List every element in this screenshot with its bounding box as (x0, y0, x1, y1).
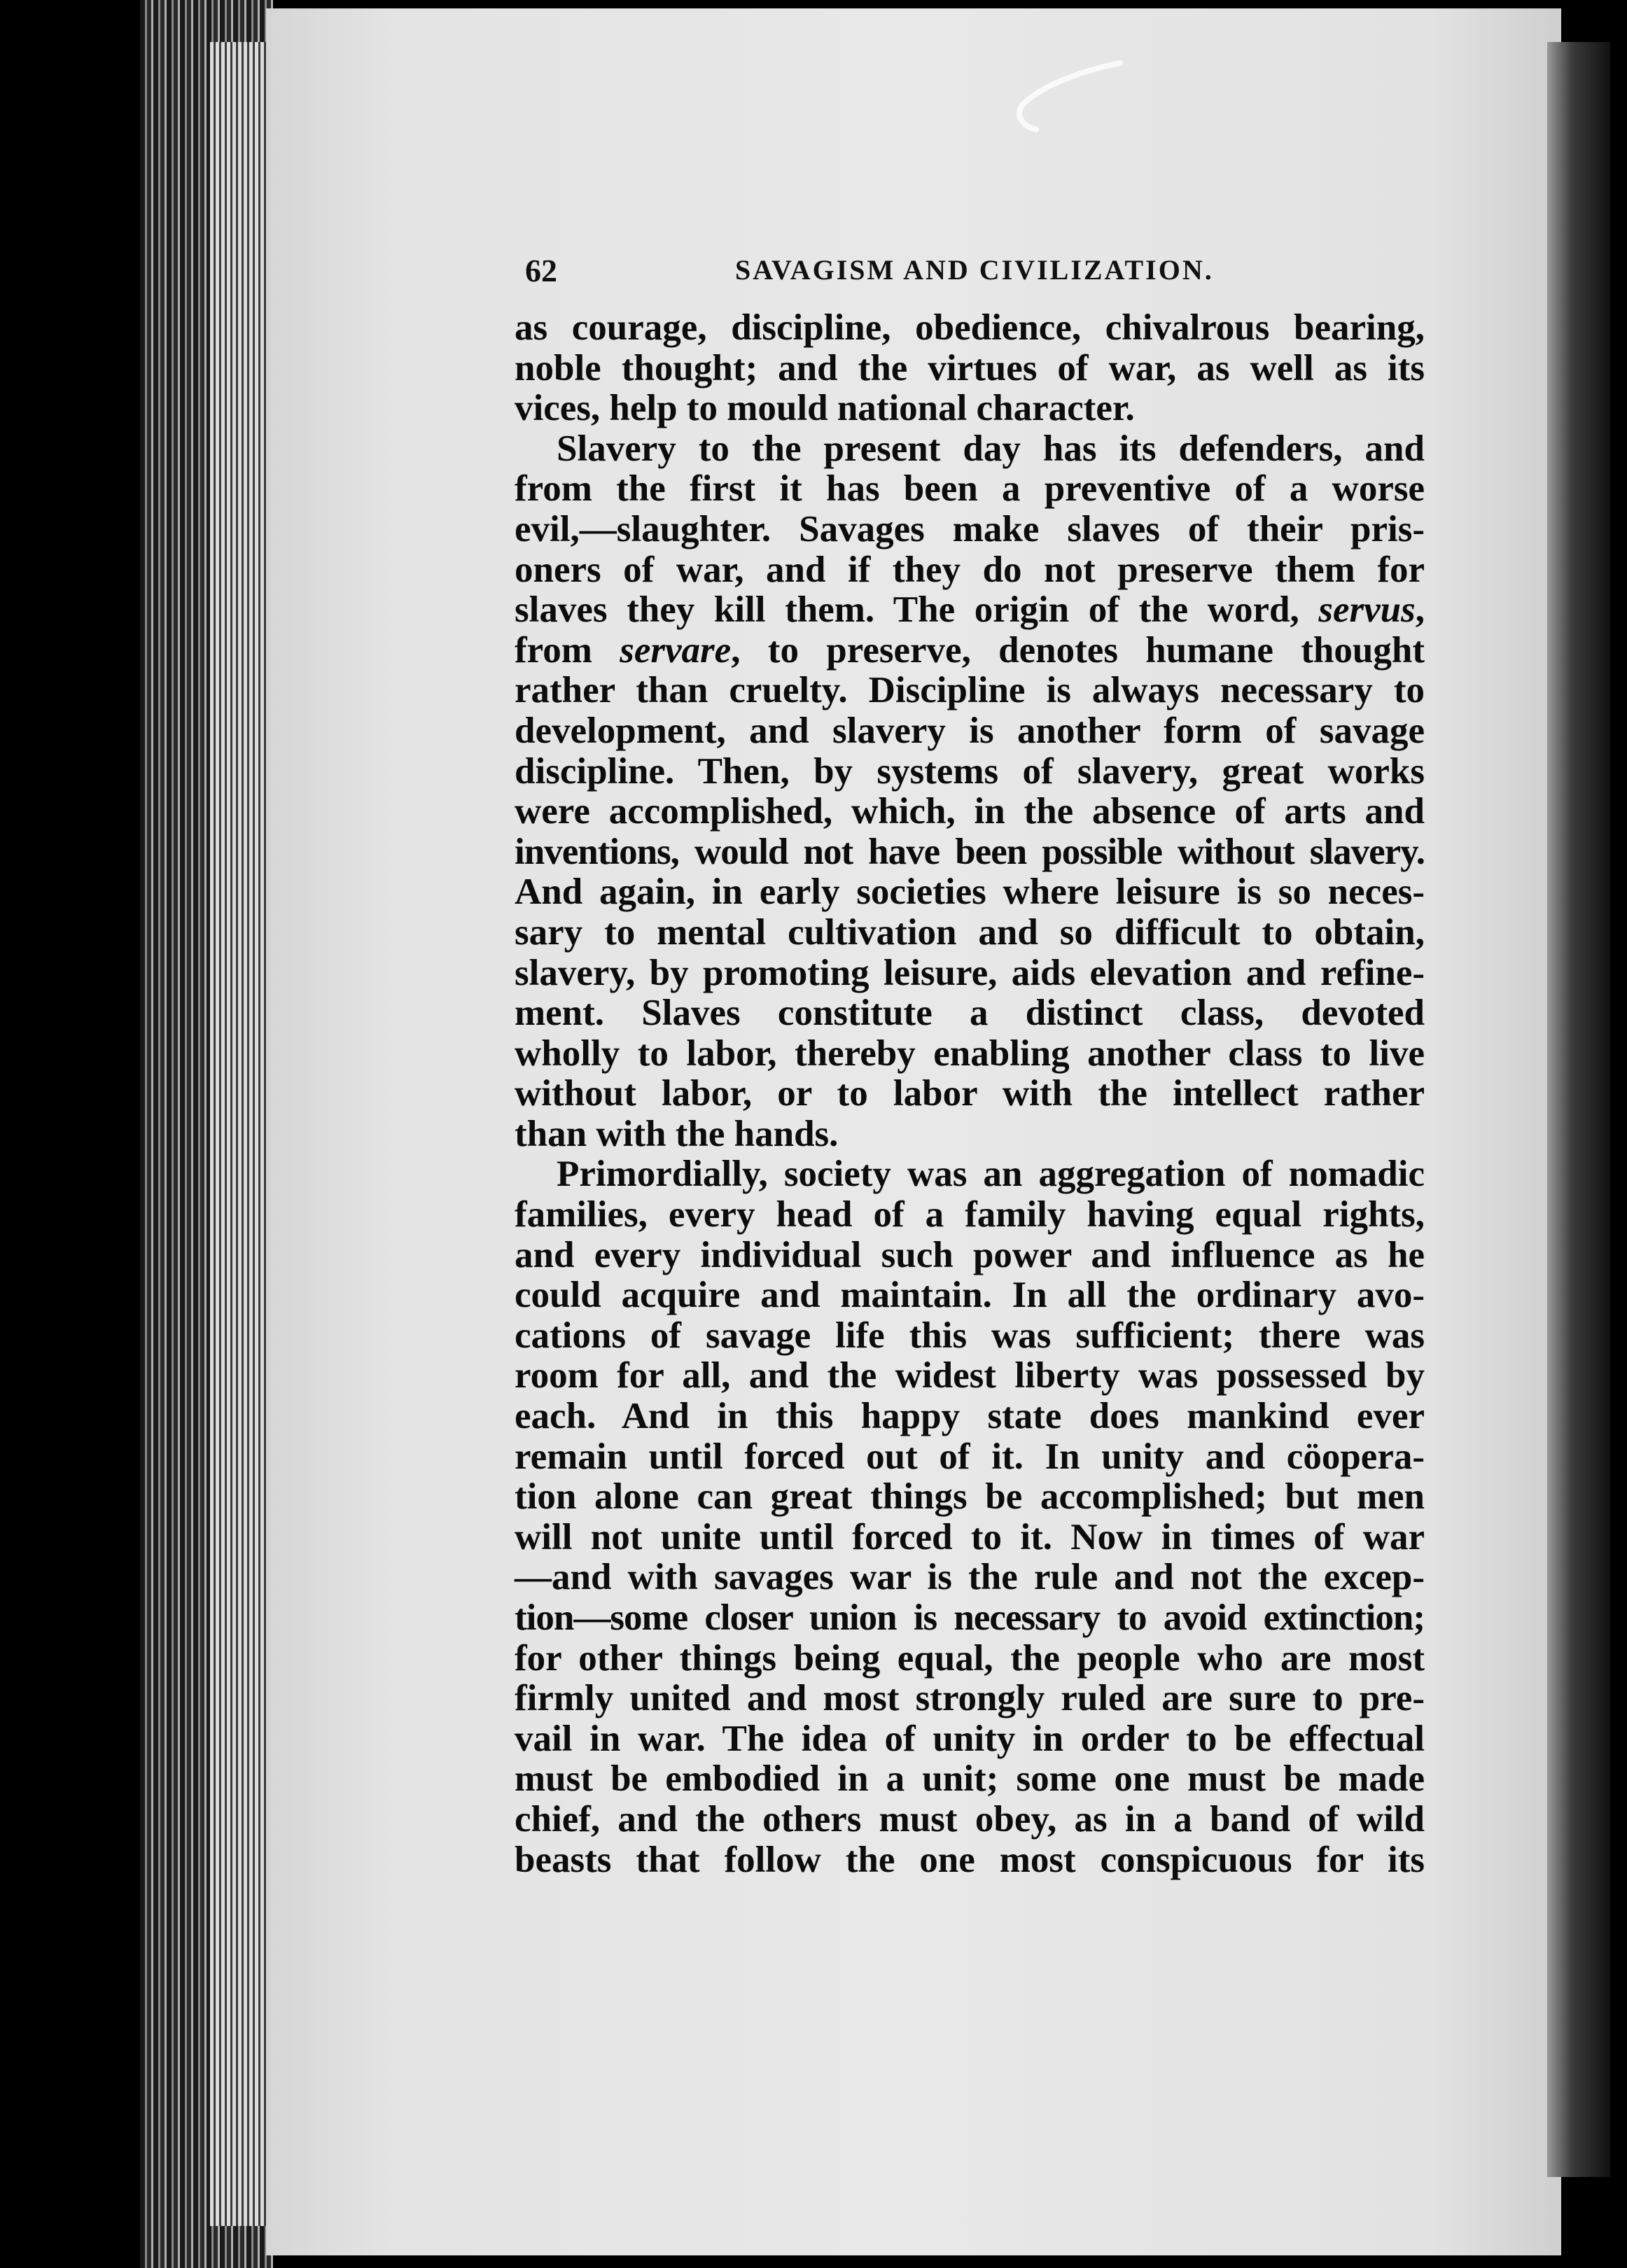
page-number: 62 (525, 253, 557, 288)
text-line: from servare, to preserve, denotes humane thought (515, 629, 1425, 671)
page-header (525, 252, 1435, 301)
text-line: remain until forced out of it. In unity and cöopera- (515, 1436, 1425, 1477)
text-line: wholly to labor, thereby enabling another class to live (515, 1032, 1425, 1074)
text-line: noble thought; and the virtues of war, as well as its (515, 347, 1425, 388)
text-line: could acquire and maintain. In all the ordinary avo- (515, 1275, 1425, 1316)
text-line: Primordially, society was an aggregation of nomadic (557, 1154, 1425, 1195)
text-line: were accomplished, which, in the absence of arts and (515, 791, 1425, 832)
text-line: for other things being equal, the people who are most (515, 1637, 1425, 1679)
text-line: vices, help to mould national character. (515, 388, 1135, 429)
binding-shadow (1547, 42, 1610, 2177)
text-line: And again, in early societies where leisure is so neces- (515, 872, 1425, 913)
italic-word: servare (620, 629, 732, 671)
text-line: discipline. Then, by systems of slavery, great works (515, 750, 1425, 792)
text-line: inventions, would not have been possible without slavery. (515, 831, 1425, 872)
text-line: each. And in this happy state does mankind ever (515, 1396, 1425, 1437)
text-line: and every individual such power and influence as he (515, 1234, 1425, 1275)
text-line: must be embodied in a unit; some one must be made (515, 1758, 1425, 1800)
text-line: chief, and the others must obey, as in a band of wild (515, 1798, 1425, 1840)
text-line: as courage, discipline, obedience, chivalrous bearing, (515, 307, 1425, 348)
text-line: firmly united and most strongly ruled are sure to pre- (515, 1678, 1425, 1719)
text-line: room for all, and the widest liberty was possessed by (515, 1355, 1425, 1396)
text-line: evil,—slaughter. Savages make slaves of their pris- (515, 508, 1425, 550)
book-page-edges-inner (210, 42, 266, 2226)
text-line: than with the hands. (515, 1113, 839, 1154)
body-text (515, 308, 1425, 1880)
italic-word: servus (1318, 589, 1416, 631)
pencil-mark (1001, 56, 1127, 140)
text-line: oners of war, and if they do not preserve them for (515, 549, 1425, 590)
text-line: rather than cruelty. Discipline is always necessary to (515, 670, 1425, 711)
text-line: tion—some closer union is necessary to avoid extinction; (515, 1597, 1425, 1638)
text-line: —and with savages war is the rule and not the excep- (515, 1557, 1425, 1598)
text-line: vail in war. The idea of unity in order to be effectual (515, 1718, 1425, 1759)
text-line: families, every head of a family having equal rights, (515, 1194, 1425, 1236)
text-line: tion alone can great things be accomplished; but men (515, 1476, 1425, 1518)
text-line: without labor, or to labor with the intellect rather (515, 1073, 1425, 1114)
text-line: slavery, by promoting leisure, aids elevation and refine- (515, 952, 1425, 993)
text-line: from the first it has been a preventive of a worse (515, 468, 1425, 510)
running-head: SAVAGISM AND CIVILIZATION. (735, 254, 1214, 286)
text-line: Slavery to the present day has its defenders, and (557, 428, 1425, 469)
text-line: development, and slavery is another form of savage (515, 710, 1425, 751)
text-line: slaves they kill them. The origin of the word, servus, (515, 589, 1425, 631)
text-line: beasts that follow the one most conspicuous for its (515, 1839, 1425, 1880)
text-line: cations of savage life this was sufficient; there was (515, 1315, 1425, 1356)
text-line: ment. Slaves constitute a distinct class, devoted (515, 993, 1425, 1034)
text-line: will not unite until forced to it. Now in times of war (515, 1516, 1425, 1558)
text-line: sary to mental cultivation and so difficult to obtain, (515, 911, 1425, 953)
